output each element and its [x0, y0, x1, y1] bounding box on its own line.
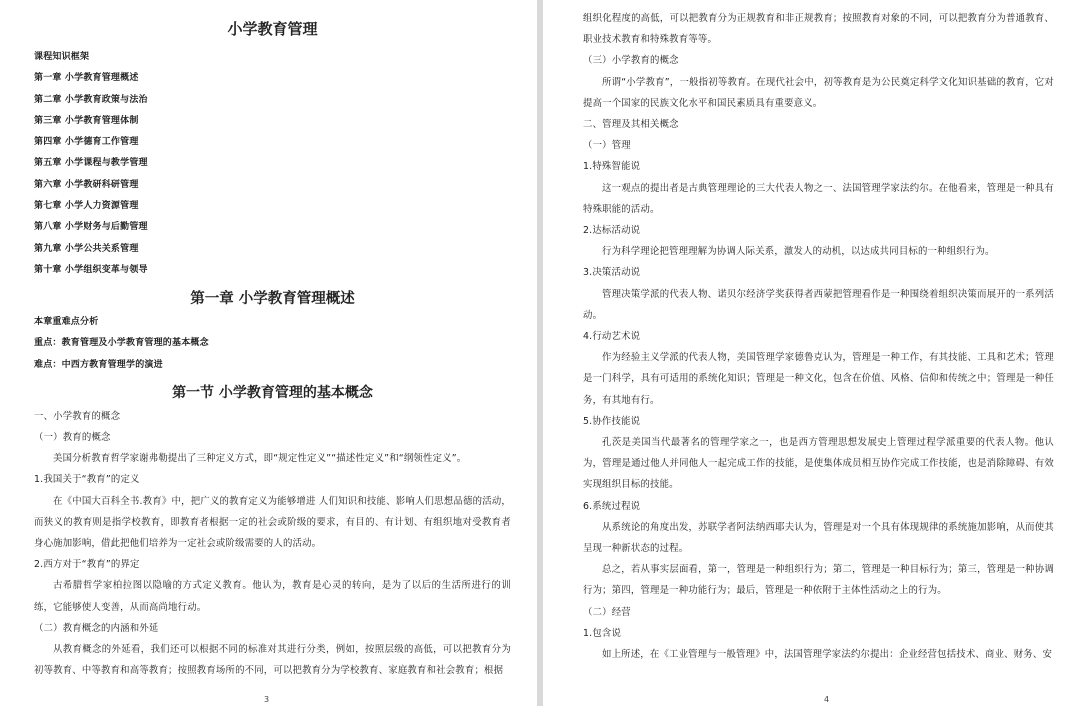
- paragraph: 这一观点的提出者是古典管理理论的三大代表人物之一、法国管理学家法约尔。在他看来，管理是一种具有特殊职能的活动。: [583, 182, 1054, 215]
- subheading: （一）管理: [583, 140, 631, 152]
- page-number: 3: [264, 695, 270, 704]
- toc-item[interactable]: 第十章 小学组织变革与领导: [34, 264, 148, 275]
- document-title: 小学教育管理: [227, 20, 318, 38]
- subheading: 3.决策活动说: [583, 267, 641, 279]
- chapter-note: 难点：中西方教育管理学的演进: [34, 359, 163, 370]
- chapter-note: 重点：教育管理及小学教育管理的基本概念: [34, 338, 209, 349]
- paragraph: 所谓“小学教育”，一般指初等教育。在现代社会中，初等教育是为公民奠定科学文化知识基础的教育，它对提高一个国家的民族文化水平和国民素质具有重要意义。: [583, 76, 1054, 109]
- paragraph: 总之，若从事实层面看，第一，管理是一种组织行为；第二，管理是一种目标行为；第三，管理是一种协调行为；第四，管理是一种功能行为；最后，管理是一种依附于主体性活动之上的行为。: [583, 564, 1054, 597]
- subheading: 1.特殊智能说: [583, 161, 641, 173]
- subheading: 2.达标活动说: [583, 225, 641, 237]
- subheading: （一）教育的概念: [34, 431, 111, 443]
- section-title: 第一节 小学教育管理的基本概念: [172, 384, 373, 401]
- subheading: 6.系统过程说: [583, 500, 641, 512]
- heading: 二、管理及其相关概念: [583, 119, 679, 131]
- paragraph: 作为经验主义学派的代表人物，美国管理学家德鲁克认为，管理是一种工作，有其技能、工具和艺术；管理是一门科学，具有可适用的系统化知识；管理是一种文化，包含在价值、风格、信仰和传统之中；管理是一种任务，有其地有行。: [583, 352, 1054, 406]
- paragraph: 从系统论的角度出发，苏联学者阿法纳西耶夫认为，管理是对一个具有体现规律的系统施加影响，从而使其呈现一种新状态的过程。: [583, 521, 1054, 555]
- table-of-contents: [34, 68, 511, 281]
- toc-item[interactable]: 第一章 小学教育管理概述: [34, 73, 139, 84]
- paragraph: 美国分析教育哲学家谢弗勒提出了三种定义方式，即“规定性定义”“描述性定义”和“纲领性定义”。: [53, 453, 467, 465]
- paragraph: 从教育概念的外延看，我们还可以根据不同的标准对其进行分类，例如，按照层级的高低，可以把教育分为初等教育、中等教育和高等教育；按照教育场所的不同，可以把教育分为学校教育、家庭教育和社会教育；根据: [34, 644, 511, 677]
- subheading: 4.行动艺术说: [583, 331, 641, 343]
- subheading: （三）小学教育的概念: [583, 55, 679, 67]
- toc-item[interactable]: 第三章 小学教育管理体制: [34, 115, 139, 126]
- subheading: 1.我国关于“教育”的定义: [34, 474, 140, 486]
- paragraph: 在《中国大百科全书.教育》中，把广义的教育定义为能够增进 人们知识和技能、影响人们思想品德的活动，而狭义的教育则是指学校教育，即教育者根据一定的社会或阶级的要求，有目的、有计划、有组织地对受教育者身心施加影响，借此把他们培养为一定社会或阶级需要的人的活动。: [34, 495, 511, 549]
- paragraph: 组织化程度的高低，可以把教育分为正规教育和非正规教育；按照教育对象的不同，可以把教育分为普通教育、职业技术教育和特殊教育等等。: [583, 13, 1054, 46]
- document-page-left: [0, 0, 537, 706]
- toc-item[interactable]: 第六章 小学教研科研管理: [34, 179, 139, 190]
- paragraph: 孔茨是美国当代最著名的管理学家之一，也是西方管理思想发展史上管理过程学派重要的代表人物。他认为，管理是通过他人并同他人一起完成工作的技能，是使集体成员相互协作完成工作技能，也是消除障碍、有效实现组织目标的技能。: [583, 437, 1054, 491]
- paragraph: 如上所述，在《工业管理与一般管理》中，法国管理学家法约尔提出：企业经营包括技术、商业、财务、安: [602, 649, 1053, 661]
- subheading: （二）教育概念的内涵和外延: [34, 622, 159, 634]
- toc-item[interactable]: 第二章 小学教育政策与法治: [34, 94, 148, 105]
- paragraph: 行为科学理论把管理理解为协调人际关系，激发人的动机，以达成共同目标的一种组织行为。: [602, 246, 995, 258]
- paragraph: 古希腊哲学家柏拉图以隐喻的方式定义教育。他认为，教育是心灵的转向，是为了以后的生活所进行的训练，它能够使人变善，从而高尚地行动。: [34, 580, 511, 613]
- toc-item[interactable]: 第八章 小学财务与后勤管理: [34, 222, 148, 233]
- toc-item[interactable]: 第四章 小学德育工作管理: [34, 137, 139, 148]
- toc-item[interactable]: 第九章 小学公共关系管理: [34, 243, 139, 254]
- heading: 一、小学教育的概念: [34, 410, 121, 422]
- toc-item[interactable]: 第五章 小学课程与教学管理: [34, 158, 148, 169]
- page-number: 4: [824, 695, 830, 704]
- document-page-right: [543, 0, 1080, 706]
- subheading: 5.协作技能说: [583, 415, 641, 427]
- subheading: （二）经营: [583, 606, 631, 618]
- toc-item[interactable]: 第七章 小学人力资源管理: [34, 200, 139, 211]
- outline-label: 课程知识框架: [34, 52, 90, 62]
- chapter-note: 本章重难点分析: [34, 317, 99, 328]
- subheading: 2.西方对于“教育”的界定: [34, 559, 140, 571]
- paragraph: 管理决策学派的代表人物、诺贝尔经济学奖获得者西蒙把管理看作是一种围绕着组织决策而展开的一系列活动。: [583, 288, 1054, 321]
- chapter-title: 第一章 小学教育管理概述: [190, 290, 355, 308]
- subheading: 1.包含说: [583, 627, 622, 639]
